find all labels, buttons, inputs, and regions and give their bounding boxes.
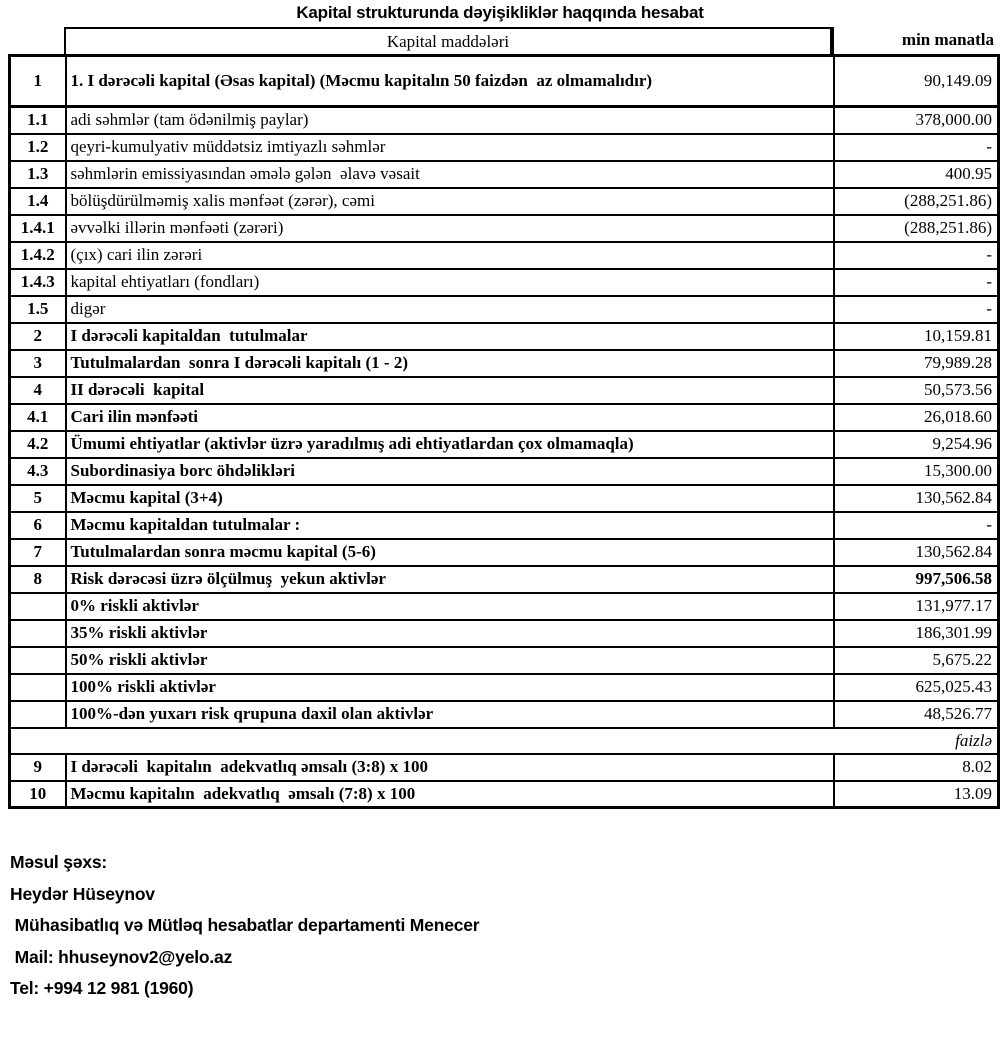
table-row [10,56,999,107]
row-value-cell: - [834,269,999,296]
responsible-person-label: Məsul şəxs: [10,852,108,872]
table-row [10,728,999,754]
table-row [10,701,999,728]
row-value-cell: 5,675.22 [834,647,999,674]
table-row [10,350,999,377]
row-label-cell: (çıx) cari ilin zərəri [66,242,834,269]
row-label-cell: əvvəlki illərin mənfəəti (zərəri) [66,215,834,242]
table-row [10,323,999,350]
table-row [10,242,999,269]
row-value-cell: (288,251.86) [834,188,999,215]
row-label-cell: Məcmu kapital (3+4) [66,485,834,512]
table-row [10,512,999,539]
responsible-person-name: Heydər Hüseynov [10,883,155,904]
table-row [10,781,999,808]
row-value-cell: 130,562.84 [834,539,999,566]
header-items-label: Kapital maddələri [64,27,832,54]
row-value-cell: 26,018.60 [834,404,999,431]
row-number-cell: 1.1 [10,107,66,134]
responsible-person-position: Mühasibatlıq və Mütləq hesabatlar departamenti Menecer [10,915,480,935]
row-number-cell: 3 [10,350,66,377]
table-row [10,296,999,323]
header-spacer [8,27,64,54]
row-label-cell: adi səhmlər (tam ödənilmiş paylar) [66,107,834,134]
row-number-cell [10,701,66,728]
row-number-cell [10,593,66,620]
table-body [10,56,999,808]
row-label-cell: qeyri-kumulyativ müddətsiz imtiyazlı səhmlər [66,134,834,161]
row-number-cell: 7 [10,539,66,566]
table-row [10,674,999,701]
row-value-cell: 48,526.77 [834,701,999,728]
row-label-cell: Subordinasiya borc öhdəlikləri [66,458,834,485]
table-row [10,377,999,404]
responsible-person-mail: Mail: hhuseynov2@yelo.az [10,946,233,967]
page-title: Kapital strukturunda dəyişikliklər haqqında hesabat [296,3,704,22]
row-number-cell: 2 [10,323,66,350]
row-value-cell: - [834,512,999,539]
row-value-cell: 625,025.43 [834,674,999,701]
row-value-cell: (288,251.86) [834,215,999,242]
row-value-cell: - [834,242,999,269]
row-number-cell [10,674,66,701]
row-number-cell: 1.4.1 [10,215,66,242]
header-unit-label: min manatla [832,27,997,54]
row-label-cell: 100%-dən yuxarı risk qrupuna daxil olan aktivlər [66,701,834,728]
row-number-cell [10,647,66,674]
row-label-cell: kapital ehtiyatları (fondları) [66,269,834,296]
table-row [10,620,999,647]
row-number-cell: 4.2 [10,431,66,458]
row-label-cell: 0% riskli aktivlər [66,593,834,620]
row-number-cell: 9 [10,754,66,781]
row-label-cell: Cari ilin mənfəəti [66,404,834,431]
row-label-cell: 50% riskli aktivlər [66,647,834,674]
row-value-cell: 90,149.09 [834,56,999,107]
table-row [10,458,999,485]
row-number-cell: 1.4 [10,188,66,215]
row-value-cell: 130,562.84 [834,485,999,512]
row-number-cell [10,620,66,647]
table-row [10,161,999,188]
table-row [10,134,999,161]
row-label-cell: səhmlərin emissiyasından əmələ gələn əlavə vəsait [66,161,834,188]
table-row [10,593,999,620]
row-label-cell: II dərəcəli kapital [66,377,834,404]
row-label-cell: bölüşdürülməmiş xalis mənfəət (zərər), cəmi [66,188,834,215]
row-number-cell: 1.2 [10,134,66,161]
row-label-cell: Məcmu kapitalın adekvatlıq əmsalı (7:8) x 100 [66,781,834,808]
row-label-cell: 1. I dərəcəli kapital (Əsas kapital) (Məcmu kapitalın 50 faizdən az olmamalıdır) [66,56,834,107]
row-label-cell: I dərəcəli kapitaldan tutulmalar [66,323,834,350]
row-value-cell: 15,300.00 [834,458,999,485]
row-number-cell: 4.1 [10,404,66,431]
row-value-cell: 9,254.96 [834,431,999,458]
row-number-cell: 1.4.2 [10,242,66,269]
row-value-cell: 50,573.56 [834,377,999,404]
row-label-cell: Tutulmalardan sonra məcmu kapital (5-6) [66,539,834,566]
row-value-cell: - [834,296,999,323]
row-label-cell: Tutulmalardan sonra I dərəcəli kapitalı (1 - 2) [66,350,834,377]
row-number-cell: 8 [10,566,66,593]
row-value-cell: 13.09 [834,781,999,808]
table-row [10,485,999,512]
row-value-cell: 378,000.00 [834,107,999,134]
table-row [10,431,999,458]
table-row [10,188,999,215]
row-number-cell: 1.4.3 [10,269,66,296]
row-label-cell: Risk dərəcəsi üzrə ölçülmuş yekun aktivlər [66,566,834,593]
row-label-cell: I dərəcəli kapitalın adekvatlıq əmsalı (3:8) x 100 [66,754,834,781]
row-label-cell: 100% riskli aktivlər [66,674,834,701]
row-number-cell: 1.3 [10,161,66,188]
row-label-cell: Məcmu kapitaldan tutulmalar : [66,512,834,539]
table-header-row [8,27,997,54]
table-row [10,539,999,566]
table-row [10,647,999,674]
table-row [10,269,999,296]
table-row [10,404,999,431]
table-row [10,566,999,593]
row-number-cell: 5 [10,485,66,512]
responsible-person-phone: Tel: +994 12 981 (1960) [10,978,194,998]
row-number-cell: 4.3 [10,458,66,485]
row-number-cell: 6 [10,512,66,539]
table-row [10,215,999,242]
row-label-cell: Ümumi ehtiyatlar (aktivlər üzrə yaradılmış adi ehtiyatlardan çox olmamaqla) [66,431,834,458]
row-number-cell: 1 [10,56,66,107]
row-value-cell: 131,977.17 [834,593,999,620]
capital-structure-table [8,54,1000,809]
row-value-cell: - [834,134,999,161]
percent-unit-cell: faizlə [10,728,999,754]
row-value-cell: 10,159.81 [834,323,999,350]
row-number-cell: 4 [10,377,66,404]
row-label-cell: 35% riskli aktivlər [66,620,834,647]
row-value-cell: 400.95 [834,161,999,188]
table-row [10,107,999,134]
row-value-cell: 997,506.58 [834,566,999,593]
row-number-cell: 1.5 [10,296,66,323]
row-value-cell: 79,989.28 [834,350,999,377]
table-row [10,754,999,781]
row-value-cell: 186,301.99 [834,620,999,647]
responsible-person-block [10,847,1000,1005]
row-number-cell: 10 [10,781,66,808]
row-label-cell: digər [66,296,834,323]
row-value-cell: 8.02 [834,754,999,781]
